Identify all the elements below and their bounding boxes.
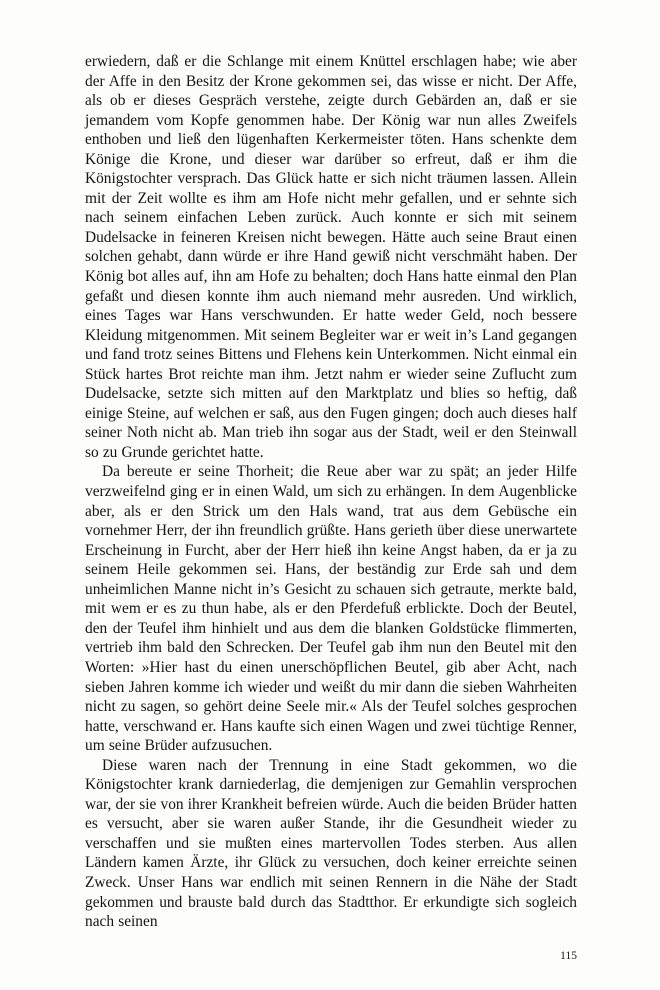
paragraph-2: Da bereute er seine Thorheit; die Reue aber war zu spät; an jeder Hilfe verzweifelnd ging er in einen Wald, um sich zu erhängen. In dem Augenblicke aber, als er den Strick um den Hals wand, trat aus dem Gebüsche ein vornehmer Herr, der ihn freundlich grüßte. Hans gerieth über diese unerwartete Erscheinung in Furcht, aber der Herr hieß ihn keine Angst haben, da er ja zu seinem Heile gekommen sei. Hans, der beständig zur Erde sah und dem unheimlichen Manne nicht in’s Gesicht zu schauen sich getraute, merkte bald, mit wem er es zu thun habe, als er den Pferdefuß erblickte. Doch der Beutel, den der Teufel ihm hinhielt und aus dem die blanken Goldstücke flimmerten, vertrieb ihm bald den Schrecken. Der Teufel gab ihm nun den Beutel mit den Worten: »Hier hast du einen unerschöpflichen Beutel, gib aber Acht, nach sieben Jahren komme ich wieder und weißt du mir dann die sieben Wahrheiten nicht zu sagen, so gehört deine Seele mir.« Als der Teufel solches gesprochen hatte, verschwand er. Hans kaufte sich einen Wagen und zwei tüchtige Renner, um seine Brüder aufzusuchen.	[85, 463, 577, 755]
text-block	[85, 52, 577, 932]
paragraph-1: erwiedern, daß er die Schlange mit einem Knüttel erschlagen habe; wie aber der Affe in den Besitz der Krone gekommen sei, das wisse er nicht. Der Affe, als ob er dieses Gespräch verstehe, zeigte durch Gebärden an, daß er sie jemandem vom Kopfe genommen habe. Der König war nun alles Zweifels enthoben und ließ den lügenhaften Kerkermeister töten. Hans schenkte dem Könige die Krone, und dieser war darüber so erfreut, daß er ihm die Königstochter versprach. Das Glück hatte er sich nicht träumen lassen. Allein mit der Zeit wollte es ihm am Hofe nicht mehr gefallen, und er sehnte sich nach seinem einfachen Leben zurück. Auch konnte er sich mit seinem Dudelsacke in feineren Kreisen nicht bewegen. Hätte auch seine Braut einen solchen gehabt, dann würde er ihre Hand gewiß nicht verschmäht haben. Der König bot alles auf, ihn am Hofe zu behalten; doch Hans hatte einmal den Plan gefaßt und diesen konnte ihm auch niemand mehr ausreden. Und wirklich, eines Tages war Hans verschwunden. Er hatte weder Geld, noch bessere Kleidung mitgenommen. Mit seinem Begleiter war er weit in’s Land gegangen und fand trotz seines Bittens und Flehens kein Unterkommen. Nicht einmal ein Stück hartes Brot reichte man ihm. Jetzt nahm er wieder seine Zuflucht zum Dudelsacke, setzte sich mitten auf den Marktplatz und blies so heftig, daß einige Steine, auf welchen er saß, aus den Fugen gingen; doch auch dieses half seiner Noth nicht ab. Man trieb ihn sogar aus der Stadt, weil er den Steinwall so zu Grunde gerichtet hatte.	[85, 53, 577, 461]
page-number: 115	[560, 950, 577, 962]
paragraph-3: Diese waren nach der Trennung in eine Stadt gekommen, wo die Königstochter krank darniederlag, die demjenigen zur Gemahlin versprochen war, der sie von ihrer Krankheit befreien würde. Auch die beiden Brüder hatten es versucht, aber sie waren außer Stande, ihr die Gesundheit wieder zu verschaffen und sie mußten eines martervollen Todes sterben. Aus allen Ländern kamen Ärzte, ihr Glück zu versuchen, doch keiner erreichte seinen Zweck. Unser Hans war endlich mit seinen Rennern in die Nähe der Stadt gekommen und brauste bald durch das Stadtthor. Er erkundigte sich sogleich nach seinen	[85, 756, 577, 931]
